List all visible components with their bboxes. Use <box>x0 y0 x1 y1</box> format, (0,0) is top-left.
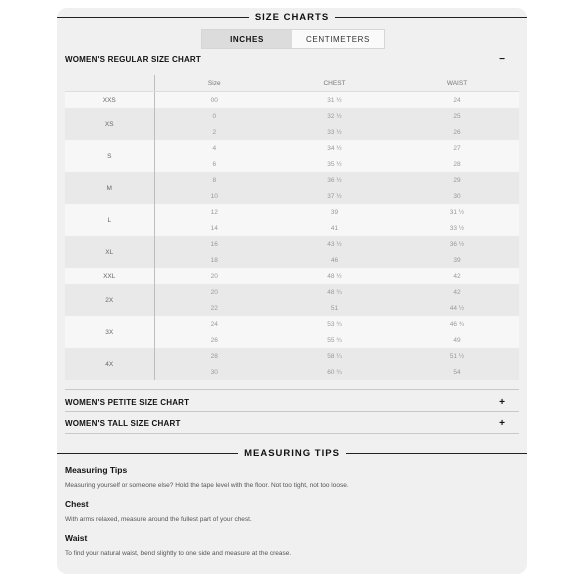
size-label-cell: 2X <box>65 284 154 316</box>
table-row <box>65 236 519 252</box>
table-row <box>65 268 519 284</box>
waist-cell: 49 <box>395 332 519 348</box>
expand-icon[interactable]: + <box>499 396 505 408</box>
table-header-row <box>65 75 519 92</box>
size-label-cell: XXS <box>65 92 154 109</box>
size-label-cell: S <box>65 140 154 172</box>
regular-size-chart-label: WOMEN'S REGULAR SIZE CHART <box>65 54 201 64</box>
waist-cell: 29 <box>395 172 519 188</box>
regular-size-table <box>65 75 519 380</box>
chest-cell: 37 ½ <box>274 188 395 204</box>
size-cell: 12 <box>154 204 274 220</box>
chest-cell: 53 ¾ <box>274 316 395 332</box>
divider <box>65 389 519 390</box>
size-chart-panel <box>57 8 527 574</box>
divider <box>346 453 527 454</box>
waist-cell: 42 <box>395 268 519 284</box>
size-header: Size <box>154 75 274 92</box>
waist-header: WAIST <box>395 75 519 92</box>
tip-measuring <box>65 465 519 489</box>
size-cell: 14 <box>154 220 274 236</box>
chest-cell: 60 ¾ <box>274 364 395 380</box>
chest-cell: 48 ½ <box>274 268 395 284</box>
table-row <box>65 204 519 220</box>
size-cell: 26 <box>154 332 274 348</box>
size-charts-heading <box>57 9 527 25</box>
size-cell: 18 <box>154 252 274 268</box>
waist-cell: 24 <box>395 92 519 109</box>
size-cell: 30 <box>154 364 274 380</box>
waist-cell: 33 ½ <box>395 220 519 236</box>
chest-cell: 55 ¾ <box>274 332 395 348</box>
size-cell: 2 <box>154 124 274 140</box>
size-label-cell: M <box>65 172 154 204</box>
waist-cell: 30 <box>395 188 519 204</box>
table-row <box>65 284 519 300</box>
chest-cell: 39 <box>274 204 395 220</box>
divider <box>65 411 519 412</box>
chest-cell: 36 ½ <box>274 172 395 188</box>
table-row <box>65 348 519 364</box>
petite-size-chart-label: WOMEN'S PETITE SIZE CHART <box>65 397 190 407</box>
size-cell: 10 <box>154 188 274 204</box>
size-label-cell: XS <box>65 108 154 140</box>
tip-waist <box>65 533 519 557</box>
chest-header: CHEST <box>274 75 395 92</box>
tall-size-chart-label: WOMEN'S TALL SIZE CHART <box>65 418 181 428</box>
tip-heading: Waist <box>65 533 88 543</box>
tip-heading: Measuring Tips <box>65 465 128 475</box>
collapse-icon[interactable]: − <box>499 53 505 65</box>
chest-cell: 51 <box>274 300 395 316</box>
size-cell: 8 <box>154 172 274 188</box>
size-label-cell: XL <box>65 236 154 268</box>
size-charts-title: SIZE CHARTS <box>254 11 330 23</box>
inches-tab[interactable]: INCHES <box>202 30 292 48</box>
size-cell: 22 <box>154 300 274 316</box>
waist-cell: 44 ½ <box>395 300 519 316</box>
table-row <box>65 316 519 332</box>
tip-text: To find your natural waist, bend slightly to one side and measure at the crease. <box>65 550 292 557</box>
size-label-header <box>65 75 154 92</box>
table-row <box>65 92 519 109</box>
size-label-cell: 3X <box>65 316 154 348</box>
table-row <box>65 140 519 156</box>
size-label-cell: 4X <box>65 348 154 380</box>
chest-cell: 35 ½ <box>274 156 395 172</box>
size-cell: 28 <box>154 348 274 364</box>
tip-chest <box>65 499 519 523</box>
chest-cell: 48 ¾ <box>274 284 395 300</box>
waist-cell: 26 <box>395 124 519 140</box>
unit-toggle <box>201 29 385 49</box>
measuring-tips-title: MEASURING TIPS <box>244 447 340 459</box>
size-cell: 24 <box>154 316 274 332</box>
size-cell: 0 <box>154 108 274 124</box>
size-cell: 00 <box>154 92 274 109</box>
table-row <box>65 108 519 124</box>
chest-cell: 46 <box>274 252 395 268</box>
tip-text: With arms relaxed, measure around the fullest part of your chest. <box>65 516 252 523</box>
waist-cell: 46 ¾ <box>395 316 519 332</box>
waist-cell: 25 <box>395 108 519 124</box>
waist-cell: 42 <box>395 284 519 300</box>
tip-text: Measuring yourself or someone else? Hold the tape level with the floor. Not too tight, not too loose. <box>65 482 349 489</box>
tip-heading: Chest <box>65 499 89 509</box>
measuring-tips-heading <box>57 445 527 461</box>
divider <box>65 433 519 434</box>
size-label-cell: L <box>65 204 154 236</box>
chest-cell: 33 ½ <box>274 124 395 140</box>
waist-cell: 51 ½ <box>395 348 519 364</box>
chest-cell: 32 ½ <box>274 108 395 124</box>
waist-cell: 31 ½ <box>395 204 519 220</box>
petite-size-chart-header[interactable] <box>65 394 519 410</box>
centimeters-tab[interactable]: CENTIMETERS <box>306 34 370 44</box>
size-cell: 6 <box>154 156 274 172</box>
tall-size-chart-header[interactable] <box>65 415 519 431</box>
divider <box>57 17 249 18</box>
chest-cell: 43 ½ <box>274 236 395 252</box>
table-row <box>65 172 519 188</box>
chest-cell: 31 ½ <box>274 92 395 109</box>
size-cell: 16 <box>154 236 274 252</box>
size-label-cell: XXL <box>65 268 154 284</box>
divider <box>335 17 527 18</box>
waist-cell: 36 ½ <box>395 236 519 252</box>
chest-cell: 41 <box>274 220 395 236</box>
chest-cell: 34 ½ <box>274 140 395 156</box>
waist-cell: 39 <box>395 252 519 268</box>
size-cell: 4 <box>154 140 274 156</box>
size-cell: 20 <box>154 284 274 300</box>
divider <box>57 453 238 454</box>
waist-cell: 54 <box>395 364 519 380</box>
waist-cell: 27 <box>395 140 519 156</box>
expand-icon[interactable]: + <box>499 417 505 429</box>
size-cell: 20 <box>154 268 274 284</box>
chest-cell: 58 ¼ <box>274 348 395 364</box>
regular-size-chart-header[interactable] <box>65 51 519 67</box>
waist-cell: 28 <box>395 156 519 172</box>
